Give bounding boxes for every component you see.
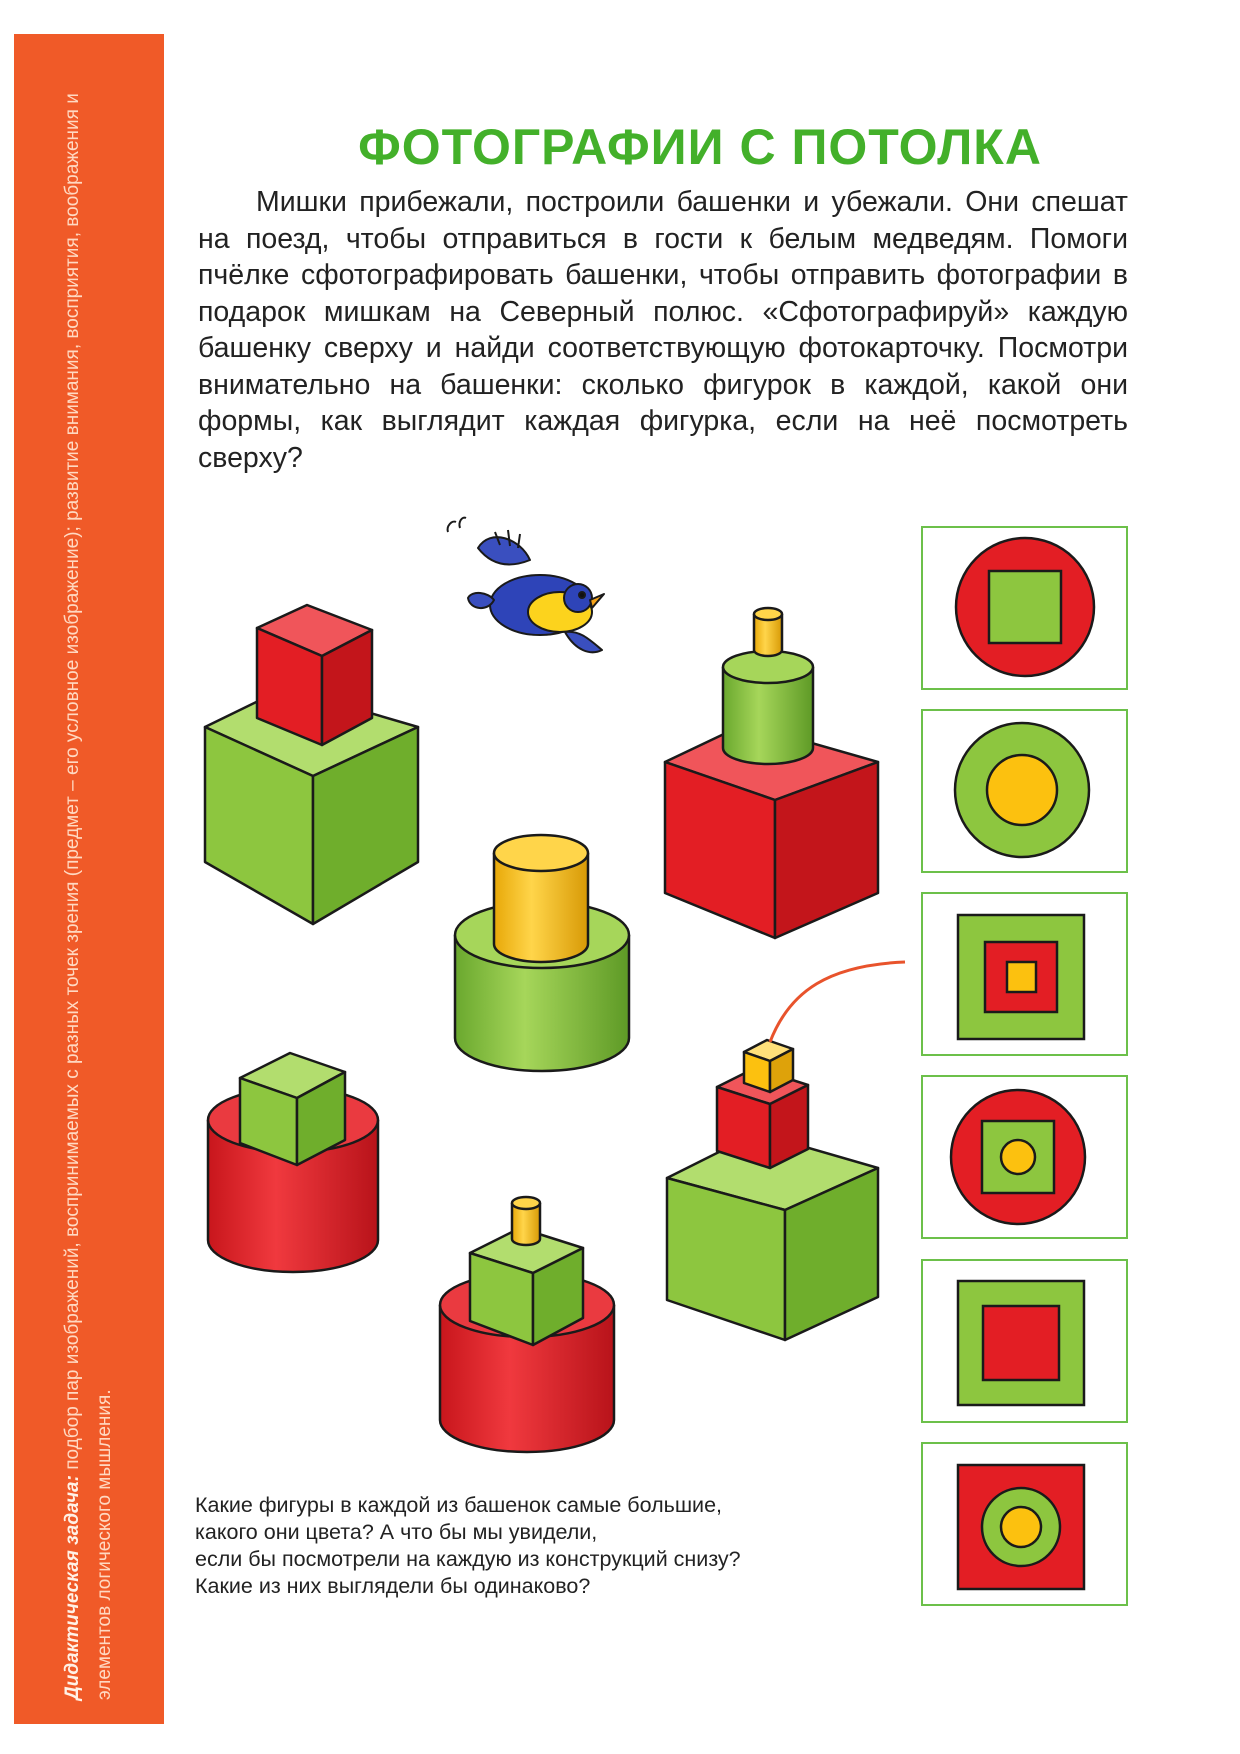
tower-4 [208,1053,378,1272]
question-line: Какие из них выглядели бы одинаково? [195,1574,591,1598]
didactic-task-label: Дидактическая задача: [62,1475,83,1700]
question-line: Какие фигуры в каждой из башенок самые большие, [195,1493,723,1517]
question-line: какого они цвета? А что бы мы увидели, [195,1520,598,1544]
didactic-task-text: подбор пар изображений, воспринимаемых с разных точек зрения (предмет – его условное изображение); развитие внимания, восприятия, воображения и элементов логического мышления. [62,93,115,1700]
photo-cards [922,527,1127,1605]
page-title: ФОТОГРАФИИ С ПОТОЛКА [358,119,1042,175]
intro-paragraph: Мишки прибежали, построили башенки и убежали. Они спешат на поезд, чтобы отправиться в гости к белым медведям. Помоги пчёлке сфотографировать башенки, чтобы отправить фотографии в подарок мишкам на Северный полюс. «Сфотографируй» каждую башенку сверху и найди соответствующую фотокарточку. Посмотри внимательно на башенки: сколько фигурок в каждой, какой они формы, как выглядит каждая фигурка, если на неё посмотреть сверху? [198,186,1128,474]
bird-icon [448,518,604,653]
photo-card-4 [922,1076,1127,1238]
tower-2 [455,835,629,1071]
photo-card-2 [922,710,1127,872]
yellow-cylinder-top [754,608,782,620]
yellow-cylinder-top [494,835,588,871]
photo-card-3 [922,893,1127,1055]
tower-1 [205,605,418,924]
question-text [195,1492,915,1600]
photo-card-5 [922,1260,1127,1422]
photo-card-1 [922,527,1127,689]
tower-3 [665,608,878,938]
photo-card-6 [922,1443,1127,1605]
tower-6 [667,1040,878,1340]
tower-5 [440,1197,614,1452]
pointer-line [770,962,905,1042]
question-line: если бы посмотрели на каждую из конструкций снизу? [195,1547,741,1571]
yellow-cylinder-top [512,1197,540,1209]
